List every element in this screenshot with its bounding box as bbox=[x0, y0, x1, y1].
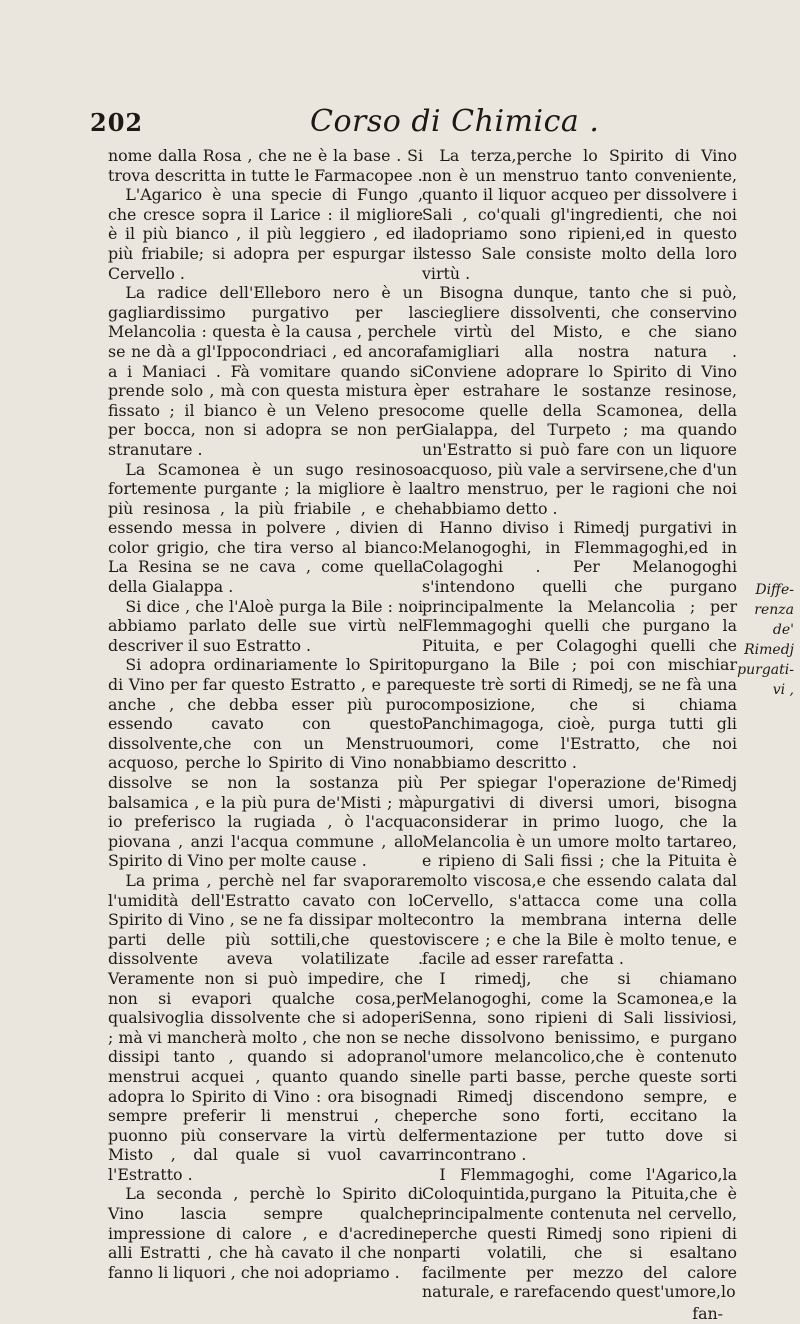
paragraph: La seconda , perchè lo Spirito di Vino lascia sempre qualche impressione di calore , e d'acredine alli Estratti , che hà cavato il che non fanno li liquori , che noi adopriamo . bbox=[108, 1184, 423, 1282]
paragraph: nome dalla Rosa , che ne è la base . Si trova descritta in tutte le Farmacopee . bbox=[108, 146, 423, 185]
paragraph: Si adopra ordinariamente lo Spirito di Vino per far questo Estratto , e pare anche , che debba esser più puro essendo cavato con questo dissolvente,che con un Menstruo acquoso, perche lo Spirito di Vino non dissolve se non la sostanza più balsamica , e la più pura de'Misti ; mà io preferisco la rugiada , ò l'acqua piovana , anzi l'acqua commune , allo Spirito di Vino per molte cause . bbox=[108, 655, 423, 871]
paragraph: Si dice , che l'Aloè purga la Bile : noi abbiamo parlato delle sue virtù nel descriver il suo Estratto . bbox=[108, 596, 423, 655]
paragraph: Per spiegar l'operazione de'Rimedj purgativi di diversi umori, bisogna considerar in primo luogo, che la Melancolia è un umore molto tartareo, e ripieno di Sali fissi ; che la Pituita è molto viscosa,e che essendo calata dal Cervello, s'attacca come una colla contro la membrana interna delle viscere ; e che la Bile è molto tenue, e facile ad esser rarefatta . bbox=[422, 773, 737, 969]
paragraph: Bisogna dunque, tanto che si può, sciegliere dissolventi, che conservino le virtù del Misto, e che siano famigliari alla nostra natura . Conviene adoprare lo Spirito di Vino per estrahare le sostanze resinose, come quelle della Scamonea, della Gialappa, del Turpeto ; ma quando un'Estratto si può fare con un liquore acquoso, più vale a servirsene,che d'un altro menstruo, per le ragioni che noi habbiamo detto . bbox=[422, 283, 738, 518]
left-text-column bbox=[108, 146, 423, 1282]
paragraph: I Flemmagoghi, come l'Agarico,la Coloquintida,purgano la Pituita,che è principalmente contenuta nel cervello, perche questi Rimedj sono ripieni di parti volatili, che si esaltano facilmente per mezzo del calore naturale, e rarefacendo quest'umore,lo bbox=[422, 1164, 737, 1302]
page-number: 202 bbox=[90, 108, 144, 137]
margin-note-line: Diffe- bbox=[755, 582, 794, 598]
margin-note-line: renza de' bbox=[754, 602, 794, 638]
paragraph: Hanno diviso i Rimedj purgativi in Melanogoghi, in Flemmagoghi,ed in Colagoghi . Per Melanogoghi s'intendono quelli che purgano principalmente la Melancolia ; per Flemmagoghi quelli che purgano la Pituita, e per Colagoghi quelli che purgano la Bile ; poi con mischiar queste trè sorti di Rimedj, se ne fà una composizione, che si chiama Panchimagoga, cioè, purga tutti gli umori, come l'Estratto, che noi abbiamo descritto . bbox=[422, 518, 737, 773]
margin-note-line: purgati- bbox=[737, 662, 794, 678]
right-text-column bbox=[422, 146, 737, 1324]
paragraph: La Scamonea è un sugo resinoso fortemente purgante ; la migliore è la più resinosa , la più friabile , e che essendo messa in polvere , divien di color grigio, che tira verso al bianco: La Resina se ne cava , come quella della Gialappa . bbox=[108, 459, 423, 597]
running-title: Corso di Chimica . bbox=[310, 104, 600, 139]
paragraph: I rimedj, che si chiamano Melanogoghi, come la Scamonea,e la Senna, sono ripieni di Sali lissiviosi, che dissolvono benissimo, e purgano l'umore melancolico,che è contenuto nelle parti basse, perche queste sorti di Rimedj discendono sempre, e perche sono forti, eccitano la fermentazione per tutto dove si rincontrano . bbox=[422, 968, 737, 1165]
paragraph: La radice dell'Elleboro nero è un gagliardissimo purgativo per la Melancolia : questa è la causa , perche se ne dà a gl'Ippocondriaci , ed ancora a i Maniaci . Fà vomitare quando si prende solo , mà con questa mistura è fissato ; il bianco è un Veleno preso per bocca, non si adopra se non per stranutare . bbox=[108, 283, 423, 459]
margin-note-line: Rimedj bbox=[744, 642, 794, 658]
margin-note bbox=[736, 580, 794, 700]
paragraph: La prima , perchè nel far svaporare l'umidità dell'Estratto cavato con lo Spirito di Vino , se ne fa dissipar molte parti delle più sottili,che questo dissolvente aveva volatilizate . Veramente non si può impedire, che non si evapori qualche cosa,per qualsivoglia dissolvente che si adoperi ; mà vi mancherà molto , che non se ne dissipi tanto , quando si adoprano menstrui acquei , quanto quando si adopra lo Spirito di Vino : ora bisogna sempre preferir li menstrui , che puonno più conservare la virtù del Misto , dal quale si vuol cavar l'Estratto . bbox=[108, 870, 423, 1184]
page-header bbox=[0, 104, 800, 148]
paragraph: La terza,perche lo Spirito di Vino non è un menstruo tanto conveniente, quanto il liquor acqueo per dissolvere i Sali , co'quali gl'ingredienti, che noi adopriamo sono ripieni,ed in questo stesso Sale consiste molto della loro virtù . bbox=[422, 146, 737, 283]
margin-note-line: vi , bbox=[772, 682, 794, 698]
paragraph: L'Agarico è una specie di Fungo , che cresce sopra il Larice : il migliore è il più bianco , il più leggiero , ed il più friabile; si adopra per espurgar il Cervello . bbox=[108, 185, 423, 283]
catchword: fan- bbox=[692, 1304, 723, 1324]
